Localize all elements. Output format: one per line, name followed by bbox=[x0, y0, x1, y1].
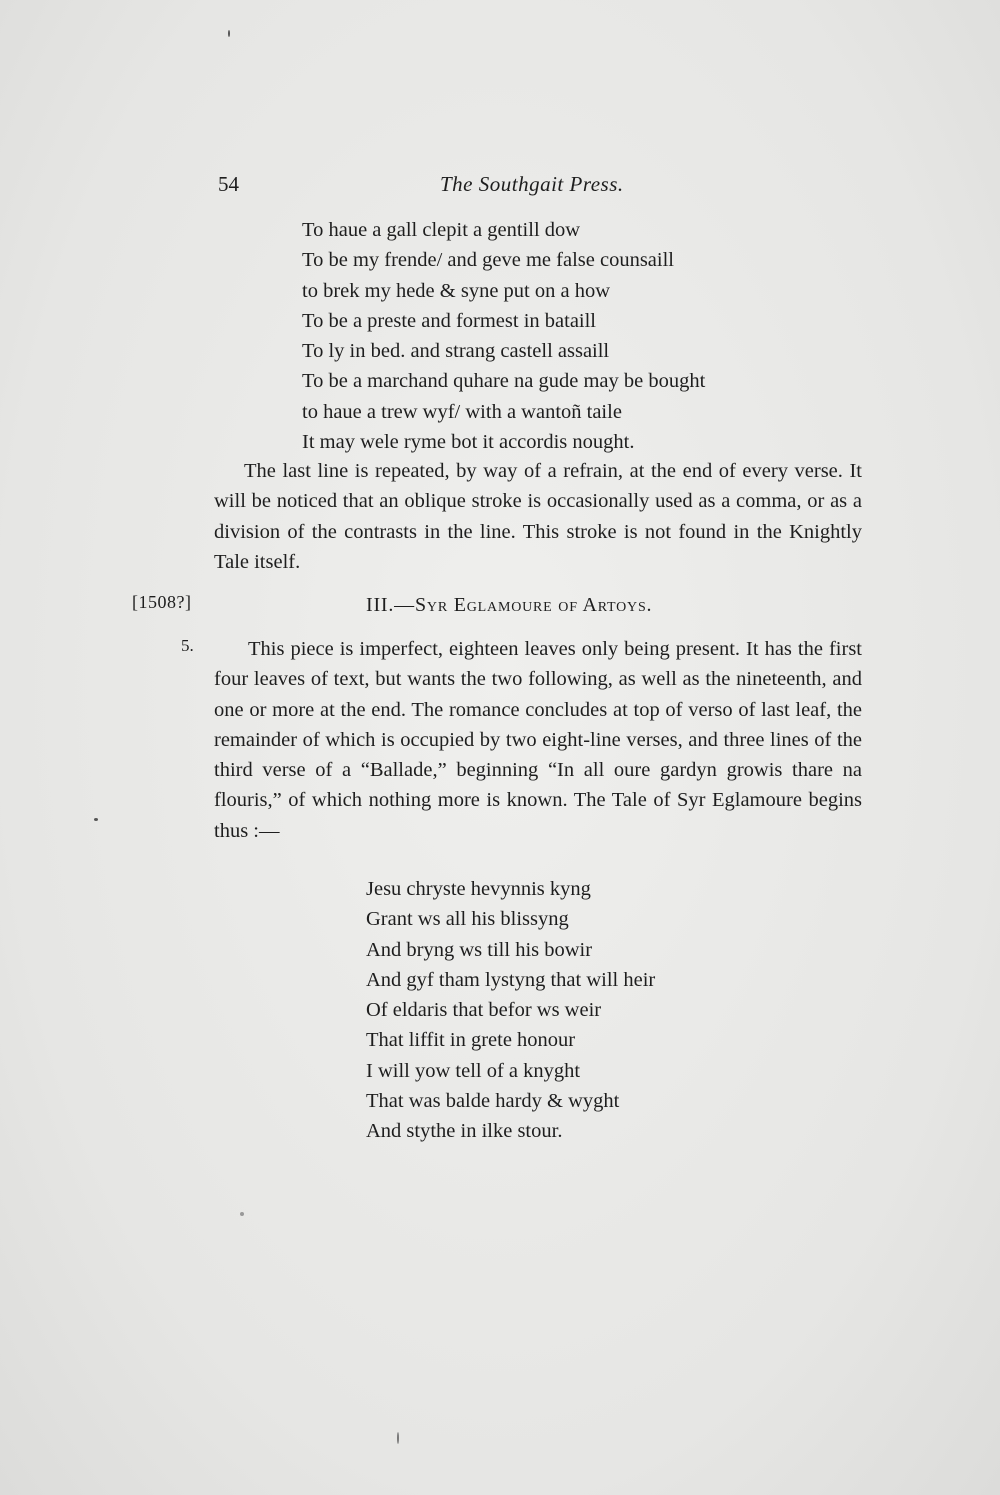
paper-speck bbox=[397, 1432, 399, 1444]
paper-speck bbox=[240, 1212, 244, 1216]
verse-line: to haue a trew wyf/ with a wantoñ taile bbox=[302, 400, 622, 423]
verse-line: I will yow tell of a knyght bbox=[366, 1059, 581, 1082]
verse-line: Grant ws all his blissyng bbox=[366, 908, 569, 931]
verse-line: That liffit in grete honour bbox=[366, 1029, 576, 1052]
page-header bbox=[218, 172, 863, 202]
verse-line: To be a marchand quhare na gude may be bought bbox=[302, 370, 706, 393]
verse-line: Of eldaris that befor ws weir bbox=[366, 999, 602, 1022]
paragraph-eglamoure-description bbox=[214, 634, 862, 846]
verse-line: Jesu chryste hevynnis kyng bbox=[366, 878, 591, 900]
verse-line: To ly in bed. and strang castell assaill bbox=[302, 340, 610, 363]
verse-line: That was balde hardy & wyght bbox=[366, 1090, 620, 1113]
verse-line: To be my frende/ and geve me false counsaill bbox=[302, 249, 674, 272]
paper-speck bbox=[228, 30, 230, 37]
verse-line: And stythe in ilke stour. bbox=[366, 1120, 563, 1143]
paper-speck bbox=[94, 818, 98, 821]
verse-line: To be a preste and formest in bataill bbox=[302, 309, 597, 332]
verse-block-ballade bbox=[302, 215, 705, 457]
verse-line: to brek my hede & syne put on a how bbox=[302, 279, 611, 302]
verse-line: And gyf tham lystyng that will heir bbox=[366, 968, 656, 991]
verse-line: And bryng ws till his bowir bbox=[366, 938, 593, 961]
verse-line: It may wele ryme bot it accordis nought. bbox=[302, 431, 635, 454]
margin-date: [1508?] bbox=[132, 592, 192, 612]
margin-entry-number: 5. bbox=[181, 636, 194, 655]
verse-block-eglamoure bbox=[366, 874, 655, 1147]
verse-line: To haue a gall clepit a gentill dow bbox=[302, 219, 581, 241]
paragraph-refrain-note bbox=[214, 456, 862, 577]
page-number: 54 bbox=[218, 172, 239, 196]
paragraph-text: The last line is repeated, by way of a refrain, at the end of every verse. It will be noticed that an oblique stroke is occasionally used as a comma, or as a division of the contrasts in the line. This stroke is not found in the Knightly Tale itself. bbox=[214, 460, 862, 573]
section-heading: III.—Syr Eglamoure of Artoys. bbox=[366, 594, 653, 616]
running-title: The Southgait Press. bbox=[440, 172, 624, 196]
paragraph-text: This piece is imperfect, eighteen leaves only being present. It has the first four leaves of text, but wants the two following, as well as the nineteenth, and one or more at the end. The romance concludes at top of verso of last leaf, the remainder of which is occupied by two eight-line verses, and three lines of the third verse of a “Ballade,” beginning “In all oure gardyn growis thare na flouris,” of which nothing more is known. The Tale of Syr Eglamoure begins thus :— bbox=[214, 638, 862, 842]
